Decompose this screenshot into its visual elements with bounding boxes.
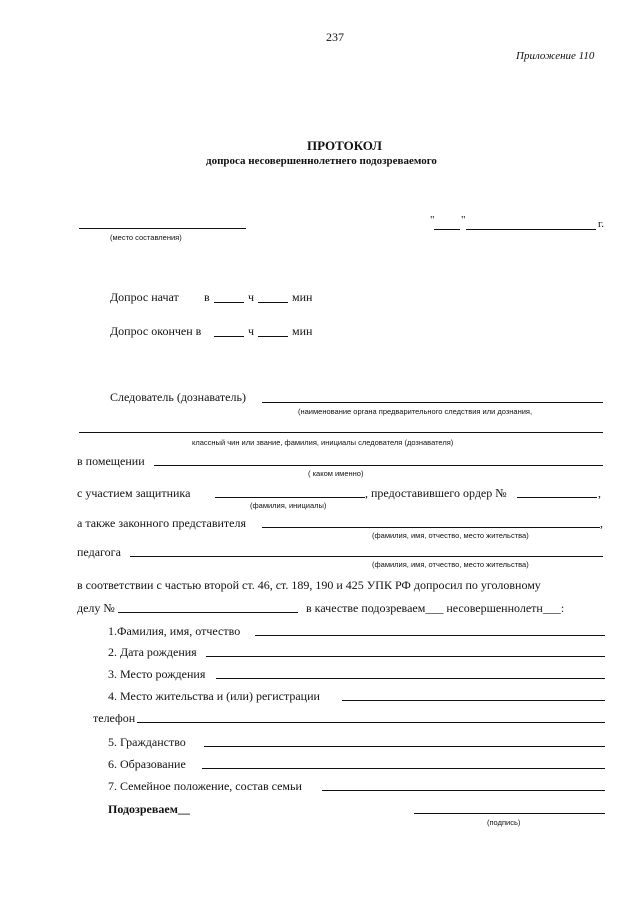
end-min-line[interactable] xyxy=(258,336,288,337)
birth-date-label: 2. Дата рождения xyxy=(108,645,197,659)
teacher-label: педагога xyxy=(77,545,121,559)
defender-caption: (фамилия, инициалы) xyxy=(250,501,327,510)
date-quote-open: " xyxy=(430,214,435,226)
representative-label: а также законного представителя xyxy=(77,516,246,530)
room-label: в помещении xyxy=(77,454,145,468)
family-label: 7. Семейное положение, состав семьи xyxy=(108,779,302,793)
investigator-line2[interactable] xyxy=(79,432,603,433)
start-hour-line[interactable] xyxy=(214,302,244,303)
phone-label: телефон xyxy=(93,711,136,725)
defender-line[interactable] xyxy=(215,497,365,498)
defender-label: с участием защитника xyxy=(77,486,191,500)
room-caption: ( каком именно) xyxy=(308,469,364,478)
order-line[interactable] xyxy=(517,497,597,498)
document-title: ПРОТОКОЛ xyxy=(307,138,382,153)
page-number: 237 xyxy=(326,30,344,44)
document-subtitle: допроса несовершеннолетнего подозреваемого xyxy=(206,155,437,167)
basis-line1: в соответствии с частью второй ст. 46, ст. 189, 190 и 425 УПК РФ допросил по уголовному xyxy=(77,578,541,592)
citizenship-line[interactable] xyxy=(204,746,605,747)
investigator-caption2: классный чин или звание, фамилия, инициалы следователя (дознавателя) xyxy=(192,438,454,447)
order-comma: , xyxy=(598,486,601,500)
family-line[interactable] xyxy=(322,790,605,791)
representative-caption: (фамилия, имя, отчество, место жительства) xyxy=(372,531,529,540)
fio-label: 1.Фамилия, имя, отчество xyxy=(108,624,241,638)
phone-line[interactable] xyxy=(137,722,605,723)
investigator-label: Следователь (дознаватель) xyxy=(110,390,246,404)
education-label: 6. Образование xyxy=(108,757,186,771)
teacher-line[interactable] xyxy=(130,556,603,557)
birth-place-line[interactable] xyxy=(216,678,605,679)
representative-comma: , xyxy=(600,516,603,530)
case-label: делу № xyxy=(77,601,115,615)
end-label: Допрос окончен в xyxy=(110,324,202,338)
citizenship-label: 5. Гражданство xyxy=(108,735,186,749)
order-label: , предоставившего ордер № xyxy=(365,486,507,500)
case-number-line[interactable] xyxy=(118,612,298,613)
signature-caption: (подпись) xyxy=(487,818,521,827)
representative-line[interactable] xyxy=(262,527,600,528)
end-min: мин xyxy=(292,324,313,338)
signature-line[interactable] xyxy=(414,813,605,814)
room-line[interactable] xyxy=(154,465,603,466)
as-label: в качестве подозреваем___ несовершеннолетн___: xyxy=(306,601,565,615)
end-hour-line[interactable] xyxy=(214,336,244,337)
start-h: ч xyxy=(248,290,255,304)
investigator-line[interactable] xyxy=(262,402,603,403)
start-in: в xyxy=(204,290,210,304)
birth-place-label: 3. Место рождения xyxy=(108,667,206,681)
residence-label: 4. Место жительства и (или) регистрации xyxy=(108,689,320,703)
date-day-line[interactable] xyxy=(434,229,460,230)
appendix-label: Приложение 110 xyxy=(516,50,595,62)
fio-line[interactable] xyxy=(255,635,605,636)
start-min-line[interactable] xyxy=(258,302,288,303)
place-line[interactable] xyxy=(79,228,246,229)
place-caption: (место составления) xyxy=(110,233,182,242)
suspect-label: Подозреваем__ xyxy=(108,802,190,816)
date-quote-close: " xyxy=(461,214,466,226)
end-h: ч xyxy=(248,324,255,338)
start-min: мин xyxy=(292,290,313,304)
residence-line[interactable] xyxy=(342,700,605,701)
birth-date-line[interactable] xyxy=(206,656,605,657)
education-line[interactable] xyxy=(202,768,605,769)
teacher-caption: (фамилия, имя, отчество, место жительства) xyxy=(372,560,529,569)
start-label: Допрос начат xyxy=(110,290,179,304)
investigator-caption1: (наименование органа предварительного следствия или дознания, xyxy=(298,407,533,416)
date-month-line[interactable] xyxy=(466,229,596,230)
date-year-suffix: г. xyxy=(598,218,605,230)
